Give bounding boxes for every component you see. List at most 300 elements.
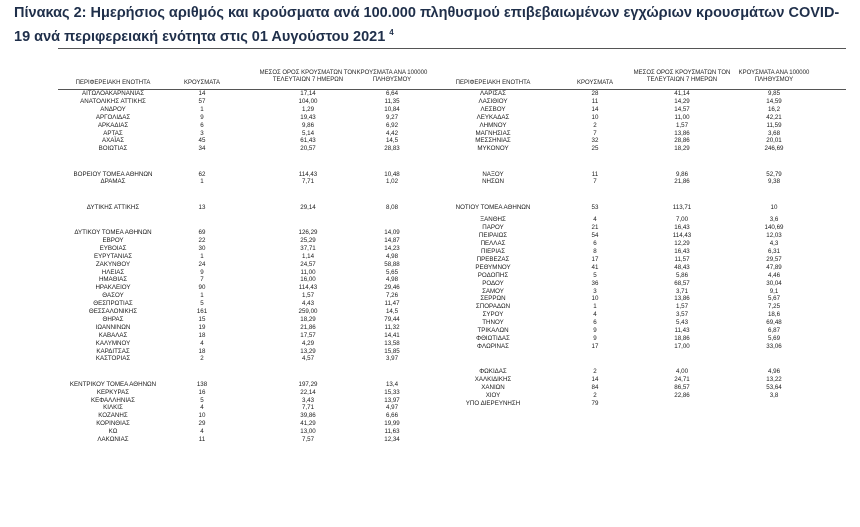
table-row-right: [0, 335, 860, 343]
cell-per100k: 7,26: [385, 292, 399, 300]
cell-avg: 61,43: [300, 137, 316, 145]
cell-name: ΘΑΣΟΥ: [102, 292, 124, 300]
cell-name: ΚΑΒΑΛΑΣ: [98, 331, 128, 339]
cell-cases: 7: [200, 276, 204, 284]
cell-avg: 104,00: [298, 97, 318, 105]
cell-per100k: 14,09: [384, 229, 400, 237]
cell-name: ΞΑΝΘΗΣ: [480, 216, 506, 224]
table-row-left: [0, 428, 860, 436]
cell-avg: 1,57: [675, 303, 689, 311]
cell-name: ΕΒΡΟΥ: [102, 236, 124, 244]
cell-avg: 16,00: [300, 276, 316, 284]
cell-per100k: 4,98: [385, 276, 399, 284]
cell-name: ΝΑΞΟΥ: [482, 170, 504, 178]
cell-name: ΣΠΟΡΑΔΩΝ: [475, 303, 511, 311]
cell-cases: 79: [591, 399, 599, 407]
cell-per100k: 15,33: [384, 388, 400, 396]
cell-cases: 6: [593, 319, 597, 327]
table-row-right: [0, 400, 860, 408]
cell-per100k: 13,97: [384, 396, 400, 404]
cell-avg: 11,00: [674, 113, 690, 121]
cell-per100k: 11,35: [384, 97, 400, 105]
cell-per100k: 4,98: [385, 252, 399, 260]
cell-name: ΠΙΕΡΙΑΣ: [480, 248, 506, 255]
cell-per100k: 47,89: [766, 263, 782, 271]
cell-per100k: 28,83: [384, 145, 400, 153]
cell-avg: 28,86: [674, 137, 690, 145]
table-row-right: [0, 145, 860, 153]
cell-cases: 4: [593, 216, 597, 224]
cell-per100k: 12,34: [384, 436, 400, 444]
cell-cases: 90: [198, 284, 206, 292]
cell-per100k: 12,03: [766, 232, 782, 240]
cell-name: ΑΧΑΪΑΣ: [101, 137, 125, 145]
table-row-right: [0, 216, 860, 224]
cell-name: ΤΗΝΟΥ: [482, 319, 504, 327]
cell-per100k: 29,46: [384, 284, 400, 292]
cell-name: ΚΑΣΤΟΡΙΑΣ: [95, 355, 131, 363]
header-cases-right: ΚΡΟΥΣΜΑΤΑ: [577, 80, 613, 86]
cell-avg: 14,57: [674, 105, 690, 113]
cell-cases: 15: [198, 315, 206, 323]
top-rule: [58, 48, 846, 49]
cell-avg: 4,43: [301, 300, 315, 308]
cell-name: ΑΡΓΟΛΙΔΑΣ: [95, 113, 131, 121]
cell-per100k: 52,79: [766, 170, 782, 178]
cell-per100k: 14,59: [766, 97, 782, 105]
cell-per100k: 3,6: [769, 216, 779, 224]
cell-name: ΗΛΕΙΑΣ: [101, 268, 125, 276]
cell-per100k: 16,2: [767, 105, 781, 113]
cell-avg: 114,43: [672, 232, 692, 240]
cell-per100k: 9,38: [767, 178, 781, 186]
cell-cases: 7: [593, 129, 597, 137]
cell-avg: 19,43: [300, 113, 316, 121]
cell-avg: 4,57: [301, 355, 315, 363]
cell-name: ΛΑΣΙΘΙΟΥ: [478, 97, 508, 105]
cell-name: ΚΙΛΚΙΣ: [103, 404, 123, 412]
cell-per100k: 5,67: [767, 295, 781, 303]
cell-avg: 3,43: [301, 396, 315, 404]
table-row-right: [0, 137, 860, 145]
cell-avg: 11,57: [674, 255, 690, 263]
cell-name: ΝΗΣΩΝ: [482, 178, 504, 186]
cell-avg: 22,86: [674, 391, 690, 399]
table-row-right: [0, 376, 860, 384]
cell-avg: 5,14: [301, 129, 315, 137]
cell-name: ΛΑΡΙΣΑΣ: [480, 90, 506, 97]
cell-name: ΒΟΡΕΙΟΥ ΤΟΜΕΑ ΑΘΗΝΩΝ: [73, 170, 153, 178]
cell-avg: 13,29: [300, 347, 316, 355]
cell-avg: 5,43: [675, 319, 689, 327]
cell-per100k: 6,92: [385, 121, 399, 129]
cell-cases: 4: [593, 311, 597, 319]
cell-cases: 4: [200, 339, 204, 347]
header-unit-right: ΠΕΡΙΦΕΡΕΙΑΚΗ ΕΝΟΤΗΤΑ: [455, 80, 531, 86]
cell-per100k: 53,64: [766, 383, 782, 391]
table-row-right: [0, 106, 860, 114]
cell-per100k: 9,1: [769, 287, 779, 295]
table-row-right: [0, 295, 860, 303]
header-cases-left: ΚΡΟΥΣΜΑΤΑ: [184, 80, 220, 86]
cell-avg: 24,57: [300, 260, 316, 268]
cell-avg: 126,29: [298, 229, 318, 237]
cell-avg: 21,86: [674, 178, 690, 186]
cell-cases: 14: [591, 375, 599, 383]
cell-name: ΔΡΑΜΑΣ: [100, 178, 126, 186]
cell-per100k: 7,25: [767, 303, 781, 311]
cell-avg: 1,14: [301, 252, 315, 260]
cell-name: ΗΜΑΘΙΑΣ: [98, 276, 128, 284]
cell-name: ΦΛΩΡΙΝΑΣ: [477, 342, 509, 350]
cell-name: ΛΑΚΩΝΙΑΣ: [97, 436, 129, 444]
table-row-right: [0, 178, 860, 186]
table-row-left: [0, 412, 860, 420]
cell-per100k: 246,69: [764, 145, 784, 153]
table-row-right: [0, 288, 860, 296]
cell-cases: 30: [198, 244, 206, 252]
cell-avg: 18,29: [300, 315, 316, 323]
cell-cases: 41: [591, 263, 599, 271]
cell-cases: 5: [200, 396, 204, 404]
cell-cases: 8: [593, 248, 597, 255]
cell-cases: 1: [200, 292, 204, 300]
cell-cases: 9: [593, 334, 597, 342]
cell-name: ΧΙΟΥ: [485, 391, 501, 399]
table-title-text: Πίνακας 2: Ημερήσιος αριθμός και κρούσματα ανά 100.000 πληθυσμού επιβεβαιωμένων εγχώριων κρουσμάτων COVID-19 ανά περιφερειακή ενότητα στις 01 Αυγούστου 2021: [14, 5, 840, 45]
table-row-right: [0, 327, 860, 335]
cell-cases: 11: [198, 436, 206, 444]
cell-name: ΑΡΤΑΣ: [103, 129, 123, 137]
cell-per100k: 9,85: [767, 90, 781, 97]
cell-name: ΚΑΡΔΙΤΣΑΣ: [96, 347, 130, 355]
cell-name: ΤΡΙΚΑΛΩΝ: [477, 327, 509, 334]
cell-cases: 2: [593, 391, 597, 399]
cell-per100k: 5,69: [767, 334, 781, 342]
table-row-left: [0, 355, 860, 363]
cell-avg: 9,86: [301, 121, 315, 129]
cell-cases: 32: [591, 137, 599, 145]
cell-cases: 10: [591, 295, 599, 303]
cell-per100k: 30,04: [766, 279, 782, 287]
header-avg-left: ΜΕΣΟΣ ΟΡΟΣ ΚΡΟΥΣΜΑΤΩΝ ΤΟΝ ΤΕΛΕΥΤΑΙΩΝ 7 ΗΜΕΡΩΝ: [259, 70, 357, 83]
cell-avg: 7,71: [301, 178, 315, 186]
cell-cases: 161: [196, 308, 208, 316]
table-row-right: [0, 303, 860, 311]
cell-avg: 7,57: [301, 436, 315, 444]
cell-cases: 28: [591, 90, 599, 97]
cell-cases: 53: [591, 203, 599, 211]
header-avg-right: ΜΕΣΟΣ ΟΡΟΣ ΚΡΟΥΣΜΑΤΩΝ ΤΟΝ ΤΕΛΕΥΤΑΙΩΝ 7 ΗΜΕΡΩΝ: [633, 70, 731, 83]
cell-name: ΣΑΜΟΥ: [482, 287, 504, 295]
cell-cases: 1: [200, 252, 204, 260]
cell-avg: 4,00: [675, 368, 689, 376]
table-row-right: [0, 319, 860, 327]
cell-per100k: 13,22: [766, 375, 782, 383]
table-row-right: [0, 240, 860, 248]
cell-name: ΛΕΣΒΟΥ: [480, 105, 506, 113]
cell-name: ΡΕΘΥΜΝΟΥ: [475, 263, 511, 271]
cell-name: ΚΩ: [108, 428, 118, 436]
cell-name: ΔΥΤΙΚΟΥ ΤΟΜΕΑ ΑΘΗΝΩΝ: [74, 229, 152, 237]
cell-per100k: 11,63: [384, 428, 400, 436]
cell-name: ΡΟΔΟΠΗΣ: [477, 271, 509, 279]
cell-name: ΜΥΚΟΝΟΥ: [477, 145, 509, 153]
cell-name: ΚΟΖΑΝΗΣ: [98, 412, 128, 420]
cell-cases: 9: [593, 327, 597, 334]
table-row-right: [0, 171, 860, 179]
cell-name: ΑΝΔΡΟΥ: [100, 105, 126, 113]
cell-cases: 17: [591, 342, 599, 350]
cell-cases: 1: [593, 303, 597, 311]
cell-avg: 7,00: [675, 216, 689, 224]
cell-cases: 3: [593, 287, 597, 295]
cell-avg: 259,00: [298, 308, 318, 316]
cell-avg: 5,86: [675, 271, 689, 279]
cell-per100k: 3,97: [385, 355, 399, 363]
cell-per100k: 14,41: [384, 331, 400, 339]
cell-per100k: 11,47: [384, 300, 400, 308]
cell-cases: 24: [198, 260, 206, 268]
table-row-right: [0, 272, 860, 280]
table-row-right: [0, 264, 860, 272]
cell-per100k: 140,69: [764, 224, 784, 232]
table-row-right: [0, 204, 860, 212]
cell-avg: 13,86: [674, 295, 690, 303]
cell-avg: 18,29: [674, 145, 690, 153]
cell-name: ΜΕΣΣΗΝΙΑΣ: [475, 137, 511, 145]
cell-per100k: 58,88: [384, 260, 400, 268]
cell-cases: 7: [593, 178, 597, 186]
cell-name: ΛΗΜΝΟΥ: [479, 121, 507, 129]
cell-cases: 54: [591, 232, 599, 240]
cell-name: ΠΕΙΡΑΙΩΣ: [478, 232, 508, 240]
cell-cases: 57: [198, 97, 206, 105]
cell-per100k: 19,99: [384, 420, 400, 428]
cell-name: ΖΑΚΥΝΘΟΥ: [95, 260, 131, 268]
cell-per100k: 14,5: [385, 308, 399, 316]
cell-cases: 2: [593, 121, 597, 129]
cell-avg: 17,14: [300, 90, 316, 97]
table-row-right: [0, 224, 860, 232]
cell-name: ΘΗΡΑΣ: [102, 315, 124, 323]
cell-per100k: 6,87: [767, 327, 781, 334]
cell-cases: 5: [593, 271, 597, 279]
cell-per100k: 14,5: [385, 137, 399, 145]
cell-cases: 25: [591, 145, 599, 153]
cell-avg: 1,29: [301, 105, 315, 113]
cell-cases: 11: [591, 97, 599, 105]
cell-name: ΙΩΑΝΝΙΝΩΝ: [95, 323, 131, 331]
cell-cases: 19: [198, 323, 206, 331]
cell-avg: 12,29: [674, 240, 690, 248]
cell-name: ΦΩΚΙΔΑΣ: [479, 368, 507, 376]
header-per100k-left: ΚΡΟΥΣΜΑΤΑ ΑΝΑ 100000 ΠΛΗΘΥΣΜΟΥ: [356, 70, 428, 83]
cell-name: ΑΝΑΤΟΛΙΚΗΣ ΑΤΤΙΚΗΣ: [80, 97, 146, 105]
cell-avg: 16,43: [674, 224, 690, 232]
cell-name: ΚΕΡΚΥΡΑΣ: [96, 388, 130, 396]
header-unit-left: ΠΕΡΙΦΕΡΕΙΑΚΗ ΕΝΟΤΗΤΑ: [75, 80, 151, 86]
cell-name: ΒΟΙΩΤΙΑΣ: [98, 145, 128, 153]
cell-avg: 114,43: [298, 170, 318, 178]
cell-cases: 13: [198, 203, 206, 211]
cell-cases: 11: [591, 170, 599, 178]
cell-name: ΚΕΦΑΛΛΗΝΙΑΣ: [90, 396, 135, 404]
cell-name: ΛΕΥΚΑΔΑΣ: [476, 113, 510, 121]
cell-avg: 9,86: [675, 170, 689, 178]
cell-cases: 1: [200, 178, 204, 186]
cell-name: ΠΕΛΛΑΣ: [480, 240, 506, 248]
cell-cases: 2: [200, 355, 204, 363]
cell-per100k: 13,4: [385, 380, 399, 388]
cell-cases: 16: [198, 388, 206, 396]
cell-name: ΣΥΡΟΥ: [482, 311, 504, 319]
cell-cases: 1: [200, 105, 204, 113]
cell-cases: 62: [198, 170, 206, 178]
cell-cases: 17: [591, 255, 599, 263]
cell-per100k: 20,01: [766, 137, 782, 145]
table-row-right: [0, 122, 860, 130]
cell-cases: 45: [198, 137, 206, 145]
cell-avg: 68,57: [674, 279, 690, 287]
cell-cases: 138: [196, 380, 208, 388]
cell-cases: 14: [198, 90, 206, 97]
cell-per100k: 42,21: [766, 113, 782, 121]
title-footnote-mark: 4: [389, 28, 394, 37]
cell-cases: 9: [200, 113, 204, 121]
cell-per100k: 79,44: [384, 315, 400, 323]
cell-cases: 21: [591, 224, 599, 232]
cell-per100k: 5,65: [385, 268, 399, 276]
table-row-right: [0, 248, 860, 256]
cell-name: ΠΡΕΒΕΖΑΣ: [476, 255, 510, 263]
cell-per100k: 11,59: [766, 121, 782, 129]
cell-avg: 41,14: [674, 90, 690, 97]
cell-avg: 21,86: [300, 323, 316, 331]
cell-avg: 3,71: [675, 287, 689, 295]
cell-cases: 69: [198, 229, 206, 237]
cell-avg: 7,71: [301, 404, 315, 412]
table-title: [14, 4, 854, 47]
cell-cases: 29: [198, 420, 206, 428]
cell-name: ΚΑΛΥΜΝΟΥ: [95, 339, 131, 347]
cell-per100k: 6,31: [767, 248, 781, 255]
table-row-left: [0, 420, 860, 428]
cell-cases: 34: [198, 145, 206, 153]
cell-per100k: 3,8: [769, 391, 779, 399]
cell-avg: 48,43: [674, 263, 690, 271]
cell-per100k: 4,96: [767, 368, 781, 376]
table-row-right: [0, 130, 860, 138]
header-per100k-right: ΚΡΟΥΣΜΑΤΑ ΑΝΑ 100000 ΠΛΗΘΥΣΜΟΥ: [738, 70, 810, 83]
cell-name: ΗΡΑΚΛΕΙΟΥ: [95, 284, 131, 292]
table-row-right: [0, 256, 860, 264]
cell-cases: 6: [593, 240, 597, 248]
cell-avg: 1,57: [301, 292, 315, 300]
cell-avg: 17,57: [300, 331, 316, 339]
cell-name: ΡΟΔΟΥ: [482, 279, 504, 287]
cell-per100k: 10: [770, 203, 778, 211]
cell-per100k: 14,87: [384, 236, 400, 244]
cell-per100k: 29,57: [766, 255, 782, 263]
cell-per100k: 1,02: [385, 178, 399, 186]
cell-cases: 3: [200, 129, 204, 137]
table-row-right: [0, 368, 860, 376]
cell-per100k: 15,85: [384, 347, 400, 355]
cell-avg: 39,86: [300, 412, 316, 420]
table-row-right: [0, 114, 860, 122]
cell-per100k: 8,08: [385, 203, 399, 211]
cell-per100k: 69,48: [766, 319, 782, 327]
cell-cases: 6: [200, 121, 204, 129]
cell-cases: 18: [198, 347, 206, 355]
cell-cases: 5: [200, 300, 204, 308]
cell-avg: 24,71: [674, 375, 690, 383]
cell-name: ΕΥΒΟΙΑΣ: [99, 244, 127, 252]
table-row-right: [0, 343, 860, 351]
cell-per100k: 13,58: [384, 339, 400, 347]
cell-cases: 22: [198, 236, 206, 244]
cell-per100k: 10,84: [384, 105, 400, 113]
cell-cases: 4: [200, 404, 204, 412]
cell-avg: 13,00: [300, 428, 316, 436]
table-row-right: [0, 384, 860, 392]
cell-cases: 36: [591, 279, 599, 287]
cell-avg: 3,57: [675, 311, 689, 319]
cell-per100k: 18,6: [767, 311, 781, 319]
cell-avg: 18,86: [674, 334, 690, 342]
cell-per100k: 4,3: [769, 240, 779, 248]
cell-avg: 114,43: [298, 284, 318, 292]
cell-cases: 10: [591, 113, 599, 121]
table-row-right: [0, 280, 860, 288]
cell-name: ΠΑΡΟΥ: [482, 224, 504, 232]
cell-name: ΚΕΝΤΡΙΚΟΥ ΤΟΜΕΑ ΑΘΗΝΩΝ: [69, 380, 157, 388]
cell-name: ΑΡΚΑΔΙΑΣ: [97, 121, 129, 129]
cell-per100k: 6,64: [385, 90, 399, 97]
cell-name: ΜΑΓΝΗΣΙΑΣ: [475, 129, 511, 137]
cell-cases: 2: [593, 368, 597, 376]
cell-avg: 1,57: [675, 121, 689, 129]
cell-cases: 4: [200, 428, 204, 436]
cell-avg: 86,57: [674, 383, 690, 391]
table-row-right: [0, 311, 860, 319]
cell-name: ΕΥΡΥΤΑΝΙΑΣ: [93, 252, 133, 260]
cell-avg: 13,86: [674, 129, 690, 137]
table-row-left: [0, 436, 860, 444]
cell-avg: 113,71: [672, 203, 692, 211]
cell-avg: 14,29: [674, 97, 690, 105]
cell-name: ΧΑΛΚΙΔΙΚΗΣ: [474, 375, 512, 383]
cell-name: ΣΕΡΡΩΝ: [480, 295, 506, 303]
cell-avg: 20,57: [300, 145, 316, 153]
cell-avg: 4,29: [301, 339, 315, 347]
cell-avg: 16,43: [674, 248, 690, 255]
cell-name: ΝΟΤΙΟΥ ΤΟΜΕΑ ΑΘΗΝΩΝ: [455, 203, 531, 211]
cell-cases: 84: [591, 383, 599, 391]
cell-per100k: 33,06: [766, 342, 782, 350]
cell-avg: 11,43: [674, 327, 690, 334]
cell-name: ΚΟΡΙΝΘΙΑΣ: [96, 420, 130, 428]
cell-cases: 10: [198, 412, 206, 420]
cell-cases: 14: [591, 105, 599, 113]
table-row-right: [0, 232, 860, 240]
cell-per100k: 14,23: [384, 244, 400, 252]
cell-name: ΑΙΤΩΛΟΑΚΑΡΝΑΝΙΑΣ: [81, 90, 145, 97]
cell-per100k: 3,68: [767, 129, 781, 137]
table-row-right: [0, 90, 860, 98]
cell-cases: 9: [200, 268, 204, 276]
